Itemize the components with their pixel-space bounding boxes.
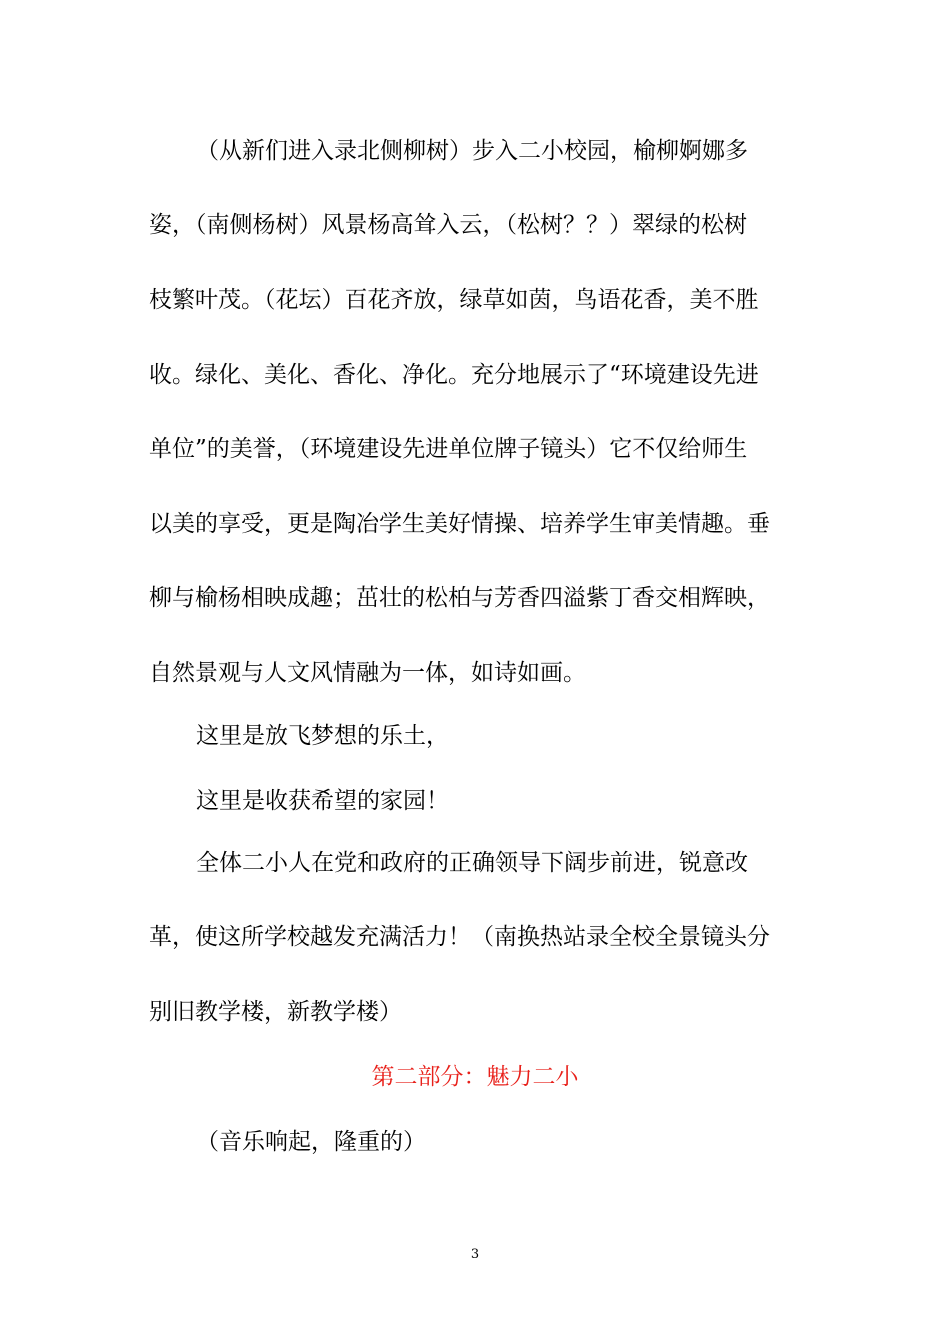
- page-number: 3: [470, 1247, 480, 1262]
- paragraph-1-line-4: 收。绿化、美化、香化、净化。充分地展示了“环境建设先进: [149, 362, 759, 388]
- section-heading: 第二部分：魅力二小: [371, 1064, 579, 1090]
- paragraph-3: 这里是收获希望的家园！: [196, 788, 449, 814]
- paragraph-1-line-1: （从新们进入录北侧柳树）步入二小校园，榆柳婀娜多: [196, 138, 748, 164]
- paragraph-1-line-6: 以美的享受，更是陶冶学生美好情操、培养学生审美情趣。垂: [149, 511, 770, 537]
- paragraph-4-line-3: 别旧教学楼，新教学楼）: [149, 999, 402, 1025]
- paragraph-4-line-1: 全体二小人在党和政府的正确领导下阔步前进，锐意改: [196, 850, 748, 876]
- paragraph-5: （音乐响起，隆重的）: [196, 1129, 426, 1155]
- paragraph-2: 这里是放飞梦想的乐土，: [196, 723, 449, 749]
- paragraph-4-line-2: 革，使这所学校越发充满活力！（南换热站录全校全景镜头分: [149, 924, 770, 950]
- paragraph-1-line-2: 姿，（南侧杨树）风景杨高耸入云，（松树？？）翠绿的松树: [149, 212, 747, 238]
- paragraph-1-line-3: 枝繁叶茂。（花坛）百花齐放，绿草如茵，鸟语花香，美不胜: [149, 287, 759, 313]
- paragraph-1-line-7: 柳与榆杨相映成趣；茁壮的松柏与芳香四溢紫丁香交相辉映，: [149, 585, 770, 611]
- paragraph-1-line-5: 单位”的美誉，（环境建设先进单位牌子镜头）它不仅给师生: [149, 436, 748, 462]
- paragraph-1-line-8: 自然景观与人文风情融为一体，如诗如画。: [149, 660, 586, 686]
